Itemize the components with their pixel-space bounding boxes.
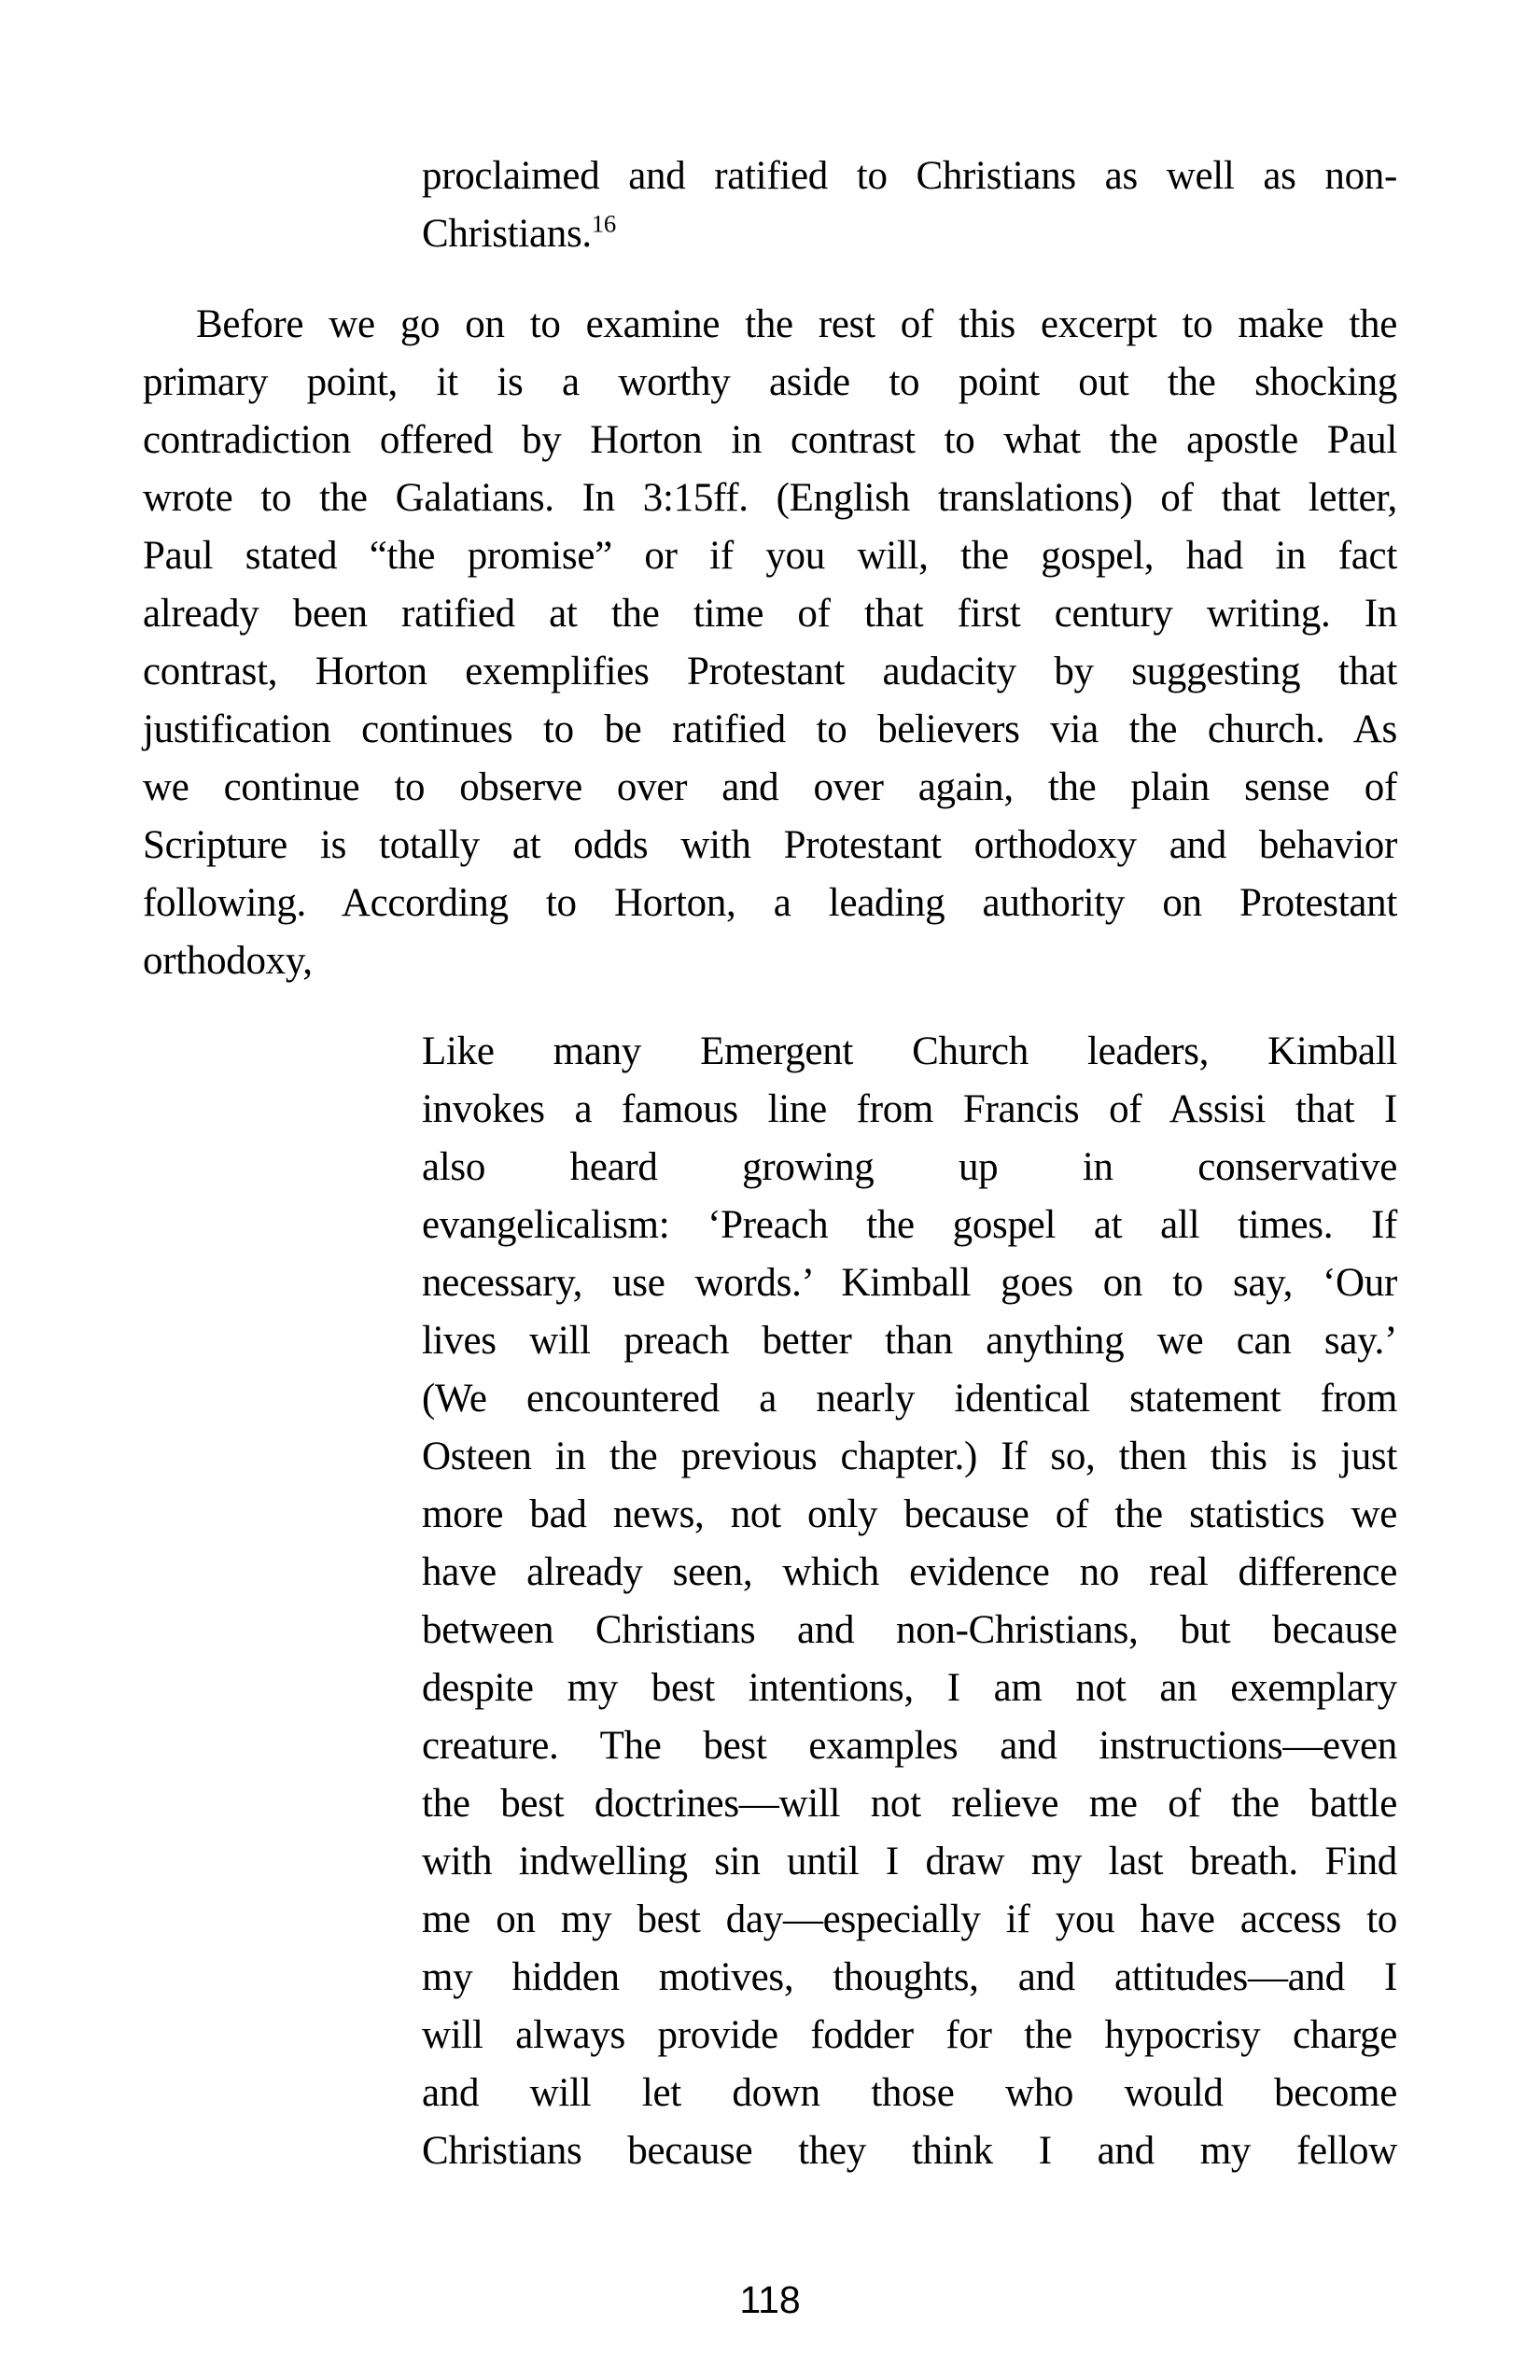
text-line: Scripture is totally at odds with Protestant orthodoxy and behavior [143,823,1397,867]
text-line: contrast, Horton exemplifies Protestant audacity by suggesting that [143,650,1397,693]
text-line: justification continues to be ratified to believers via the church. As [143,707,1397,751]
text-line: Osteen in the previous chapter.) If so, then this is just [422,1435,1397,1478]
text-line [422,205,1397,263]
page-footer [0,2277,1540,2322]
text-line: more bad news, not only because of the statistics we [422,1492,1397,1536]
text-line: lives will preach better than anything we can say.’ [422,1319,1397,1363]
quote-last-words: Christians. [422,212,592,256]
text-line: invokes a famous line from Francis of Assisi that I [422,1087,1397,1131]
text-line: will always provide fodder for the hypocrisy charge [422,2013,1397,2057]
page-number: 118 [739,2278,801,2321]
text-line: Like many Emergent Church leaders, Kimball [422,1029,1397,1073]
text-line: have already seen, which evidence no real difference [422,1550,1397,1594]
text-line: my hidden motives, thoughts, and attitudes—and I [422,1955,1397,1999]
footnote-reference: 16 [591,209,616,238]
text-line: primary point, it is a worthy aside to point out the shocking [143,360,1397,404]
text-line: and will let down those who would become [422,2071,1397,2115]
text-line: contradiction offered by Horton in contrast to what the apostle Paul [143,418,1397,462]
text-line: Paul stated “the promise” or if you will, the gospel, had in fact [143,534,1397,578]
text-line: evangelicalism: ‘Preach the gospel at all times. If [422,1203,1397,1247]
text-line: the best doctrines—will not relieve me of the battle [422,1782,1397,1826]
blockquote-top [422,147,1397,263]
text-line: wrote to the Galatians. In 3:15ff. (English translations) of that letter, [143,476,1397,520]
text-line: also heard growing up in conservative [422,1145,1397,1189]
text-line: with indwelling sin until I draw my last breath. Find [422,1840,1397,1883]
text-line: Christians because they think I and my fellow [422,2129,1397,2173]
text-line: creature. The best examples and instructions—even [422,1724,1397,1768]
text-line: proclaimed and ratified to Christians as well as non- [422,154,1397,198]
text-line: (We encountered a nearly identical statement from [422,1377,1397,1421]
text-line: between Christians and non-Christians, but because [422,1608,1397,1652]
text-line: following. According to Horton, a leading authority on Protestant [143,881,1397,925]
text-line: we continue to observe over and over again, the plain sense of [143,765,1397,809]
text-line: already been ratified at the time of that first century writing. In [143,592,1397,636]
body-paragraph [143,296,1397,990]
blockquote-main [422,1023,1397,2180]
text-line: me on my best day—especially if you have access to [422,1897,1397,1941]
text-line: Before we go on to examine the rest of this excerpt to make the [196,302,1397,346]
text-line: necessary, use words.’ Kimball goes on to say, ‘Our [422,1261,1397,1305]
text-line: orthodoxy, [143,939,313,983]
text-line: despite my best intentions, I am not an exemplary [422,1666,1397,1710]
